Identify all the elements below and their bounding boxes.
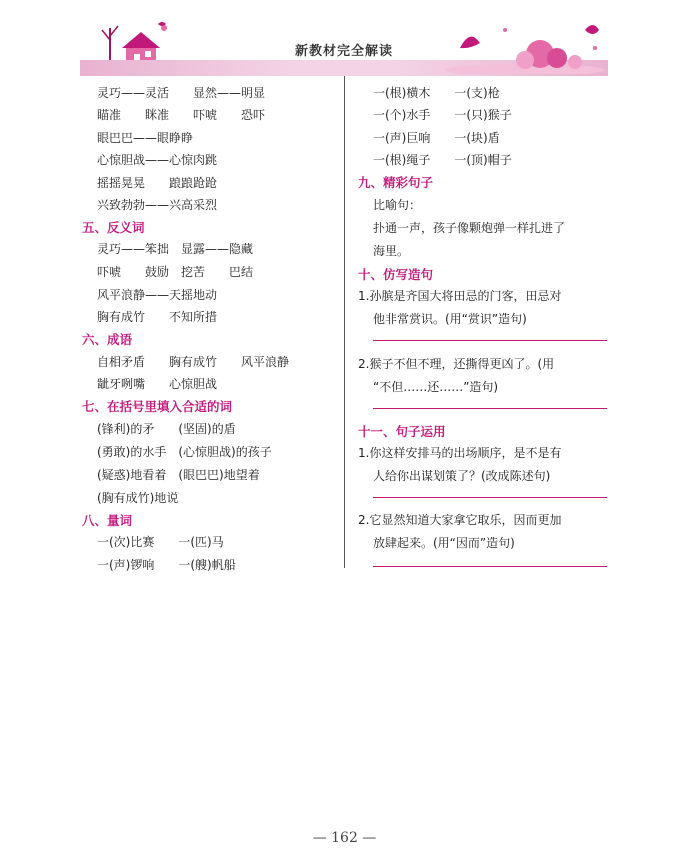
- text-line: 一(根)横木 一(支)枪: [373, 86, 500, 100]
- text-line: 自相矛盾 胸有成竹 风平浪静: [97, 355, 290, 369]
- text-line: 眼巴巴——眼睁睁: [97, 131, 194, 145]
- text-line: 海里。: [373, 244, 410, 258]
- text-line: 一(个)水手 一(只)猴子: [373, 108, 512, 122]
- section-heading: 六、成语: [82, 332, 133, 347]
- text-line: 龇牙咧嘴 心惊胆战: [97, 377, 218, 391]
- section-heading: 五、反义词: [82, 220, 145, 235]
- text-line: 比喻句：: [373, 198, 422, 212]
- text-line: 一(根)绳子 一(顶)帽子: [373, 153, 512, 167]
- text-line: 风平浪静——天摇地动: [97, 288, 218, 302]
- text-line: 一(声)锣响 一(艘)帆船: [97, 558, 236, 572]
- answer-line: [373, 566, 607, 567]
- header-title: 新教材完全解读: [294, 44, 393, 59]
- text-line: 胸有成竹 不知所措: [97, 310, 218, 324]
- answer-line: [373, 340, 607, 341]
- text-line: 摇摇晃晃 踉踉跄跄: [97, 176, 218, 190]
- text-line: 2.它显然知道大家拿它取乐，因而更加: [358, 513, 562, 527]
- section-heading: 八、量词: [82, 513, 133, 528]
- text-line: 一(声)巨响 一(块)盾: [373, 131, 500, 145]
- answer-line: [373, 408, 607, 409]
- column-divider: [344, 76, 345, 568]
- text-line: 1.孙膑是齐国大将田忌的门客，田忌对: [358, 289, 562, 303]
- text-line: 2.猴子不但不理，还撕得更凶了。(用: [358, 357, 555, 371]
- flower-decoration: [445, 18, 605, 74]
- page-number: — 162 —: [312, 830, 377, 846]
- text-line: 放肆起来。(用“因而”造句): [373, 536, 515, 550]
- section-heading: 九、精彩句子: [358, 175, 434, 190]
- text-line: 心惊胆战——心惊肉跳: [97, 153, 218, 167]
- answer-line: [373, 497, 607, 498]
- section-heading: 十一、句子运用: [358, 424, 446, 439]
- text-line: (胸有成竹)地说: [97, 491, 179, 505]
- text-line: 兴致勃勃——兴高采烈: [97, 198, 218, 212]
- text-line: 扑通一声，孩子像颗炮弹一样扎进了: [373, 221, 566, 235]
- text-line: (锋利)的矛 (坚固)的盾: [97, 422, 236, 436]
- text-line: 瞄准 眯准 吓唬 恐吓: [97, 108, 266, 122]
- text-line: “不但……还……”造句): [373, 380, 499, 394]
- section-heading: 七、在括号里填入合适的词: [82, 399, 233, 414]
- section-heading: 十、仿写造句: [358, 267, 434, 282]
- text-line: 灵巧——灵活 显然——明显: [97, 86, 266, 100]
- text-line: 他非常赏识。(用“赏识”造句): [373, 312, 527, 326]
- text-line: (勇敢)的水手 (心惊胆战)的孩子: [97, 445, 272, 459]
- text-line: 灵巧——笨拙 显露——隐藏: [97, 242, 254, 256]
- text-line: (疑惑)地看着 (眼巴巴)地望着: [97, 468, 260, 482]
- text-line: 1.你这样安排马的出场顺序，是不是有: [358, 446, 562, 460]
- text-line: 吓唬 鼓励 挖苦 巴结: [97, 265, 254, 279]
- text-line: 一(次)比赛 一(匹)马: [97, 535, 224, 549]
- page-header: [80, 18, 608, 76]
- text-line: 人给你出谋划策了？(改成陈述句): [373, 469, 551, 483]
